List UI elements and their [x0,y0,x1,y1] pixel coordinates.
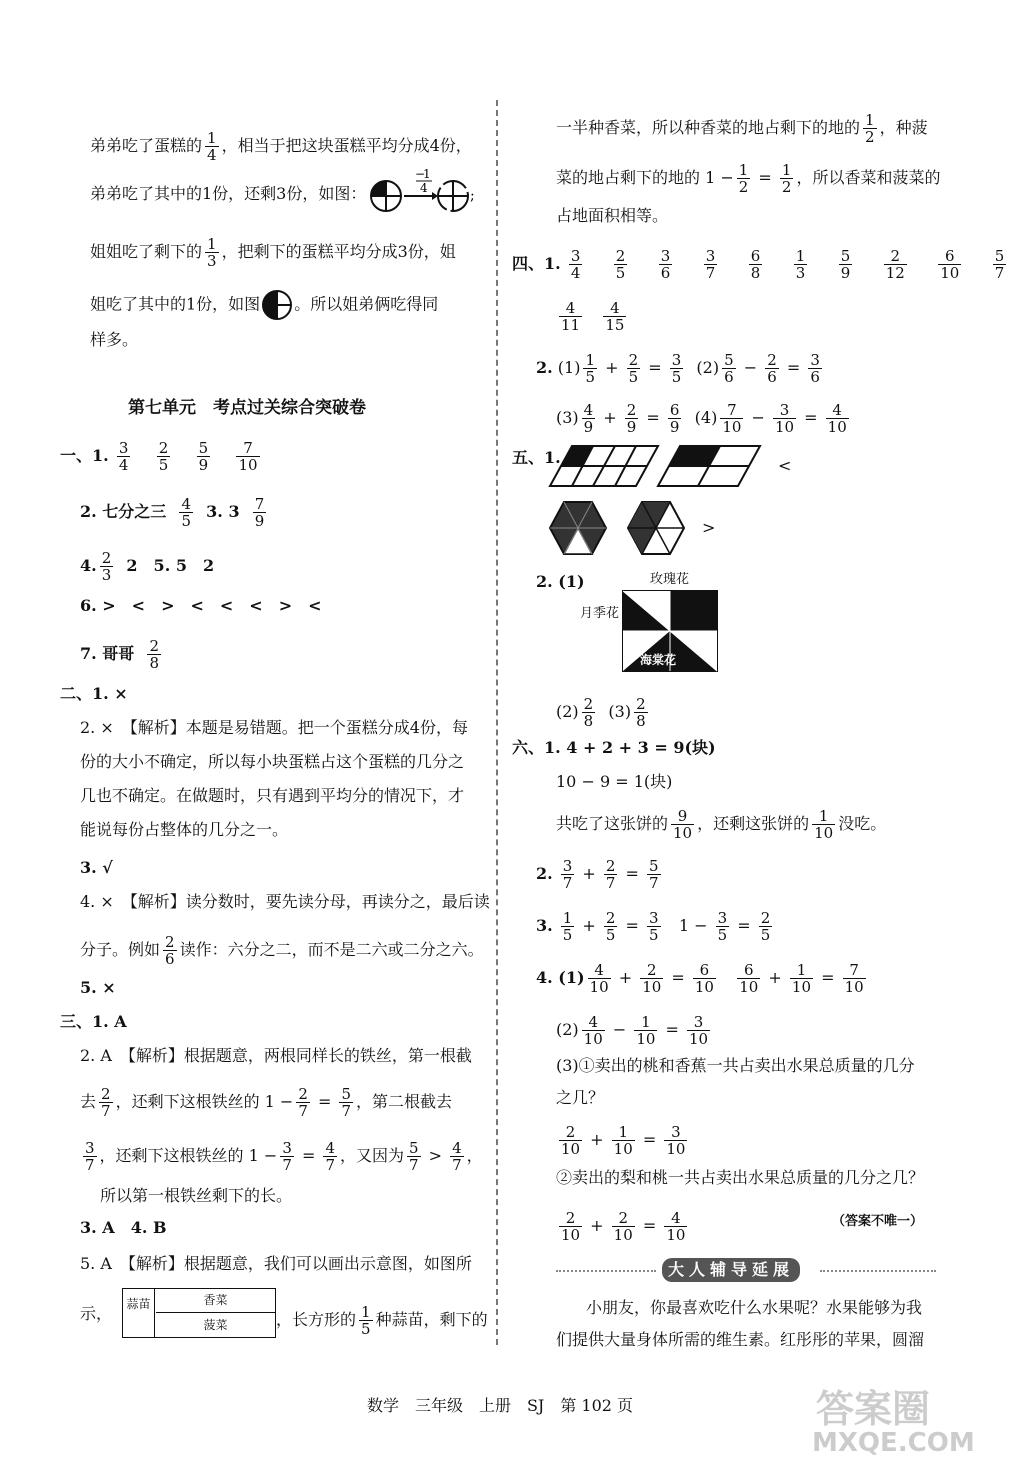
text-line: $\frac{3}{7}$ ，还剩下这根铁丝的 1 − $\frac{3}{7}$ = $\frac{4}{7}$ ，又因为 $\frac{5}{7}$ > $\frac{4}{7}$ ， [85,1139,483,1174]
svg-text:1: 1 [423,167,431,181]
answer-row: 3. A 4. B [80,1218,167,1237]
column-divider [496,100,498,1345]
coriander-label: 香菜 [156,1289,275,1313]
answer-row: 3. √ [80,858,113,877]
text-line: (3)①卖出的桃和香蕉一共占卖出水果总质量的几分 [556,1056,915,1075]
garden-diagram [122,1288,276,1338]
text-line: ②卖出的梨和桃一共占卖出水果总质量的几分之几？ [556,1168,925,1187]
page-footer: 数学 三年级 上册 SJ 第 102 页 [366,1396,634,1415]
answer-row: 2. (1) [536,572,585,591]
spinach-label: 菠菜 [203,1318,228,1332]
text-line: 能说每份占整体的几分之一。 [80,820,289,839]
answer-row: (2) $\frac{4}{10}$ − $\frac{1}{10}$ = $\frac{3}{10}$ [556,1013,709,1048]
text-line: 2. A 【解析】根据题意，两根同样长的铁丝，第一根截 [80,1046,472,1065]
text-line: 几也不确定。在做题时，只有遇到平均分的情况下，才 [80,786,465,805]
text-line: 2. × 【解析】本题是易错题。把一个蛋糕分成4份，每 [80,718,468,737]
answer-row: 3. $\frac{1}{5}$ + $\frac{2}{5}$ = $\frac{3}{5}$ 1 − $\frac{3}{5}$ = $\frac{2}{5}$ [536,909,771,944]
answer-row: 2. (1) $\frac{1}{5}$ + $\frac{2}{5}$ = $\frac{3}{5}$ (2) $\frac{5}{6}$ − $\frac{2}{6}$ = $\frac{3}{6}$ [536,351,820,386]
text-line: 姐吃了其中的1份，如图 。所以姐弟俩吃得同 [90,288,438,322]
answer-row: 10 − 9 = 1(块) [556,772,673,791]
answer-row: 4. (1) $\frac{4}{10}$ + $\frac{2}{10}$ = $\frac{6}{10}$ $\frac{6}{10}$ + $\frac{1}{10}$ = $\frac{7}{10}$ [536,961,864,996]
answer-row: 四、1. $\frac{3}{4}$ $\frac{2}{5}$ $\frac{3}{6}$ $\frac{3}{7}$ $\frac{6}{8}$ $\frac{1}{3}$ $\frac{5}{9}$ $\frac{2}{12}$ $\frac{6}{10}$ $\frac{5}{7}$ [512,247,1005,282]
fraction: $\frac{1}{3}$ [207,235,217,270]
answer-row: (3) $\frac{4}{9}$ + $\frac{2}{9}$ = $\frac{6}{9}$ (4) $\frac{7}{10}$ − $\frac{3}{10}$ = $\frac{4}{10}$ [556,401,847,436]
text-line: 示， [80,1304,113,1323]
unit-title: 第七单元 考点过关综合突破卷 [128,398,366,418]
text-line: 们提供大量身体所需的维生素。红彤彤的苹果，圆溜 [556,1330,925,1349]
answer-row: $\frac{4}{11}$ $\frac{4}{15}$ [561,299,625,334]
dotted-rule [820,1270,936,1272]
text-line: 姐姐吃了剩下的 $\frac{1}{3}$ ，把剩下的蛋糕平均分成3份，姐 [90,235,456,270]
text-line: 去 $\frac{2}{7}$ ，还剩下这根铁丝的 1 − $\frac{2}{7}$ = $\frac{5}{7}$ ，第二根截去 [80,1085,453,1120]
text-line: 之几？ [556,1088,605,1107]
text-line: 所以第一根铁丝剩下的长。 [100,1186,293,1205]
answer-row: 六、1. 4 + 2 + 3 = 9(块) [512,738,716,757]
text-line: 样多。 [90,330,139,349]
begonia-label: 海棠花 [640,653,677,667]
text-line: 分子。例如 $\frac{2}{6}$ 读作：六分之二，而不是二六或二分之六。 [80,933,484,968]
chinese-rose-label: 月季花 [580,606,620,621]
text-line: 小朋友，你最喜欢吃什么水果呢？水果能够为我 [586,1298,923,1317]
dotted-rule [556,1270,656,1272]
answer-row: 2. $\frac{3}{7}$ + $\frac{2}{7}$ = $\frac{5}{7}$ [536,857,659,892]
svg-text:;: ; [470,188,475,204]
text-line: 一半种香菜，所以种香菜的地占剩下的地的 $\frac{1}{2}$ ，种菠 [556,111,928,146]
comparison-symbol: < [778,456,792,475]
cake-diagram [368,168,478,218]
watermark-url: MXQE.COM [812,1428,975,1458]
rose-label: 玫瑰花 [650,572,690,587]
text-line: 占地面积相等。 [556,206,669,225]
text-line: 5. A 【解析】根据题意，我们可以画出示意图，如图所 [80,1254,472,1273]
answer-row: $\frac{2}{10}$ + $\frac{1}{10}$ = $\frac{3}{10}$ [561,1123,686,1158]
cake-share-icon [260,288,294,322]
answer-row: 4. $\frac{2}{3}$ 2 5. 5 2 [80,549,215,584]
answer-row: $\frac{2}{10}$ + $\frac{2}{10}$ = $\frac{4}{10}$ [561,1209,686,1244]
answer-row: 二、1. × [60,684,128,703]
svg-text:4: 4 [420,181,428,195]
parallelogram-diagrams [550,442,800,490]
answer-row: 一、1. $\frac{3}{4}$ $\frac{2}{5}$ $\frac{5}{9}$ $\frac{7}{10}$ [60,439,258,474]
answer-row: 2. 七分之三 $\frac{4}{5}$ 3. 3 $\frac{7}{9}$ [80,495,265,530]
answer-row: 三、1. A [60,1012,127,1031]
svg-text:−: − [414,167,426,181]
note-text: （答案不唯一） [832,1214,924,1229]
extension-title: 大人辅导延展 [662,1258,800,1282]
answer-row: (2) $\frac{2}{8}$ (3) $\frac{2}{8}$ [556,695,646,730]
text-line: ，长方形的 $\frac{1}{5}$ 种蒜苗，剩下的 [276,1303,488,1338]
answer-row: 6. > < > < < < > < [80,596,322,615]
comparison-symbol: > [702,518,716,537]
section-label: 五、1. [512,448,561,467]
answer-row: 7. 哥哥 $\frac{2}{8}$ [80,637,159,672]
hexagon-diagrams [550,500,690,556]
watermark-logo: 答案圈 [816,1387,931,1431]
answer-row: 5. × [80,978,116,997]
text-line: 菜的地占剩下的地的 1 − $\frac{1}{2}$ = $\frac{1}{2}$ ，所以香菜和菠菜的 [556,161,941,196]
text-line: 份的大小不确定，所以每小块蛋糕占这个蛋糕的几分之 [80,752,465,771]
garlic-label: 蒜苗 [123,1289,155,1337]
text-line: 弟弟吃了蛋糕的 $\frac{1}{4}$ ，相当于把这块蛋糕平均分成4份， [90,129,472,164]
fraction: $\frac{1}{4}$ [207,129,217,164]
text-line: 4. × 【解析】读分数时，要先读分母，再读分之，最后读 [80,892,490,911]
text-line: 弟弟吃了其中的1份，还剩3份，如图： [90,184,367,203]
text-line: 共吃了这张饼的 $\frac{9}{10}$ ，还剩这张饼的 $\frac{1}{10}$ 没吃。 [556,807,887,842]
